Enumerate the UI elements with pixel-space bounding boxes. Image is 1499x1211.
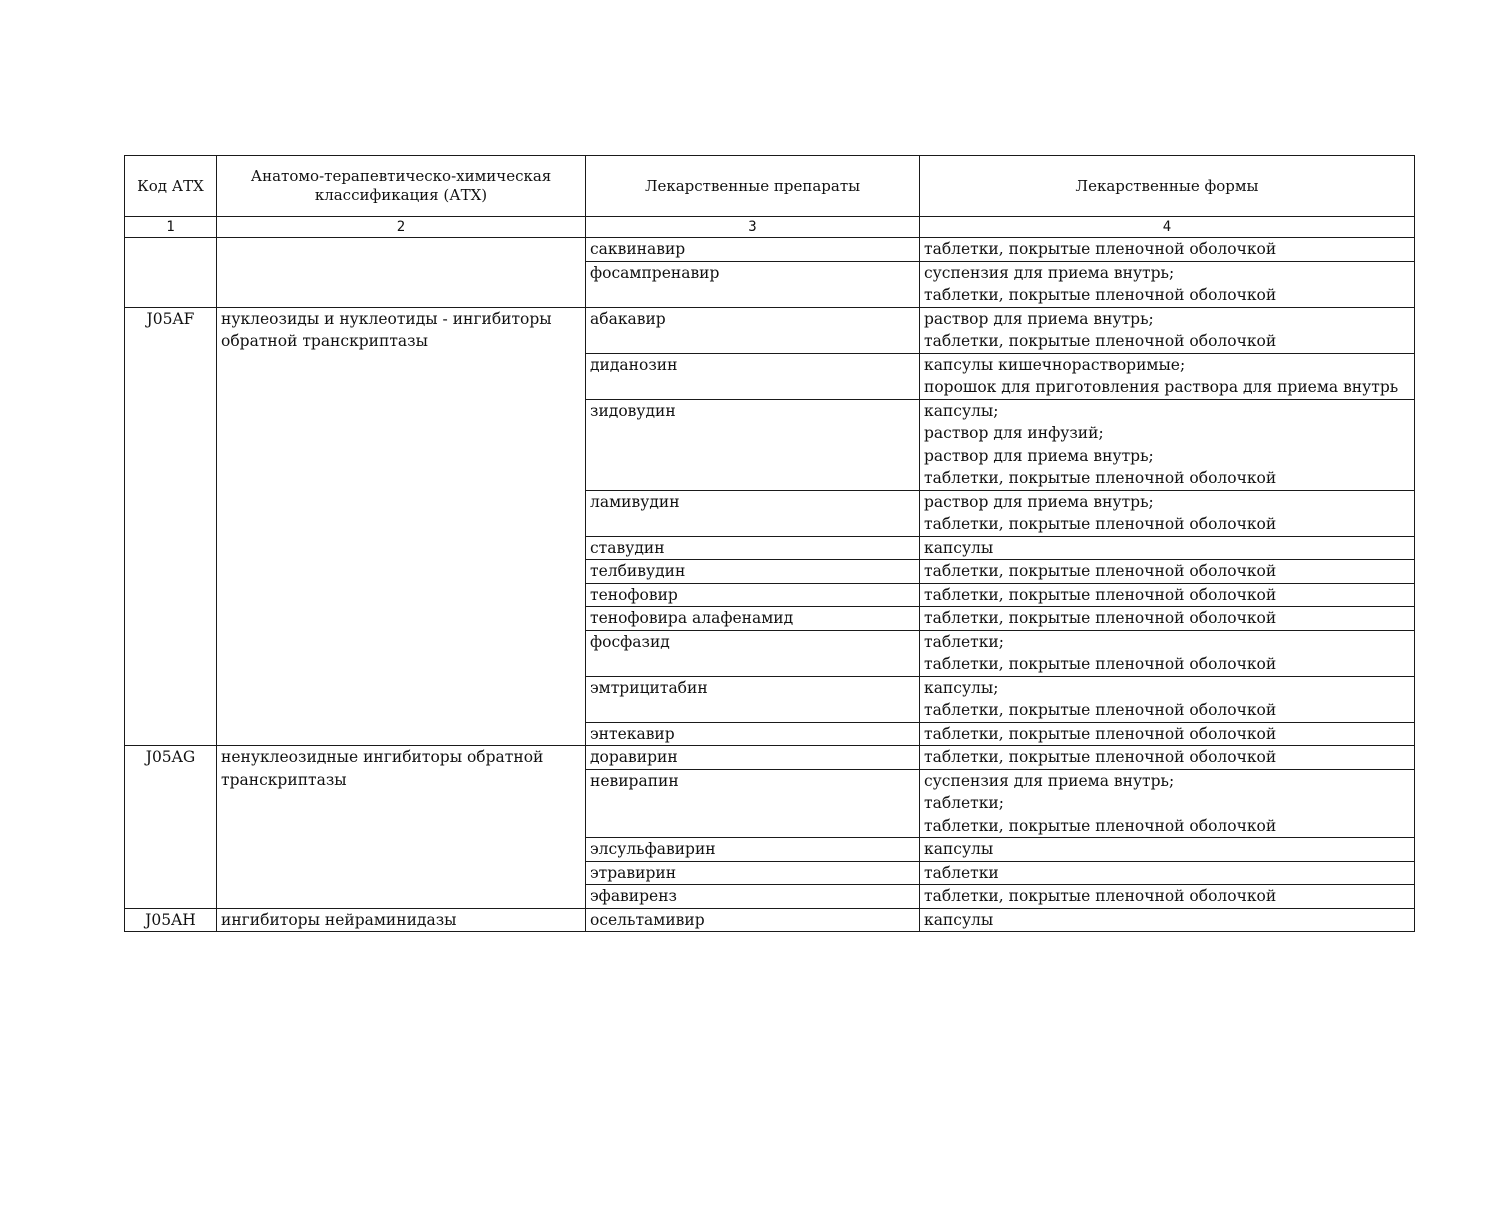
dosage-form-line: таблетки, покрытые пленочной оболочкой xyxy=(924,562,1277,580)
drug-name-cell: элсульфавирин xyxy=(586,838,920,862)
atc-drug-table xyxy=(124,155,1415,932)
header-atc-code: Код АТХ xyxy=(125,156,217,217)
table-row xyxy=(125,746,1415,770)
dosage-form-line: таблетки, покрытые пленочной оболочкой xyxy=(924,816,1277,835)
dosage-forms-cell xyxy=(920,630,1415,676)
table-row xyxy=(125,238,1415,262)
dosage-form-line: капсулы xyxy=(924,538,994,557)
drug-name-cell: телбивудин xyxy=(586,560,920,584)
dosage-forms-cell xyxy=(920,676,1415,722)
drug-name-cell: невирапин xyxy=(586,769,920,838)
dosage-form-line: суспензия для приема внутрь; xyxy=(924,263,1175,282)
dosage-form-line: таблетки, покрытые пленочной оболочкой xyxy=(924,515,1277,533)
dosage-forms-cell xyxy=(920,353,1415,399)
dosage-forms-cell xyxy=(920,885,1415,909)
header-atc-classification: Анатомо-терапевтическо-химическая классификация (АТХ) xyxy=(217,156,586,217)
dosage-form-line: таблетки xyxy=(924,863,999,882)
dosage-form-line: капсулы кишечнорастворимые; xyxy=(924,355,1186,374)
column-number-row xyxy=(125,217,1415,238)
dosage-forms-cell xyxy=(920,238,1415,262)
dosage-forms-cell xyxy=(920,769,1415,838)
dosage-form-line: порошок для приготовления раствора для приема внутрь xyxy=(924,378,1399,396)
atc-classification-cell xyxy=(217,238,586,308)
dosage-forms-cell xyxy=(920,399,1415,490)
dosage-form-line: таблетки, покрытые пленочной оболочкой xyxy=(924,585,1277,604)
atc-code-cell: J05AH xyxy=(125,908,217,932)
dosage-form-line: капсулы xyxy=(924,910,994,929)
header-dosage-forms: Лекарственные формы xyxy=(920,156,1415,217)
drug-name-cell: ставудин xyxy=(586,536,920,560)
drug-name-cell: саквинавир xyxy=(586,238,920,262)
dosage-forms-cell xyxy=(920,536,1415,560)
dosage-forms-cell xyxy=(920,490,1415,536)
dosage-forms-cell xyxy=(920,908,1415,932)
drug-name-cell: ламивудин xyxy=(586,490,920,536)
atc-classification-cell: нуклеозиды и нуклеотиды - ингибиторы обратной транскриптазы xyxy=(217,307,586,746)
drug-name-cell: тенофовир xyxy=(586,583,920,607)
dosage-form-line: таблетки, покрытые пленочной оболочкой xyxy=(924,240,1277,258)
dosage-forms-cell xyxy=(920,307,1415,353)
column-number: 2 xyxy=(217,217,586,238)
dosage-forms-cell xyxy=(920,861,1415,885)
column-number: 3 xyxy=(586,217,920,238)
atc-code-cell xyxy=(125,238,217,308)
dosage-form-line: суспензия для приема внутрь; xyxy=(924,771,1175,790)
drug-name-cell: доравирин xyxy=(586,746,920,770)
dosage-form-line: раствор для приема внутрь; xyxy=(924,492,1154,511)
dosage-form-line: таблетки, покрытые пленочной оболочкой xyxy=(924,469,1277,487)
drug-name-cell: фосфазид xyxy=(586,630,920,676)
dosage-form-line: таблетки, покрытые пленочной оболочкой xyxy=(924,701,1277,719)
dosage-form-line: таблетки, покрытые пленочной оболочкой xyxy=(924,887,1277,905)
table-row xyxy=(125,307,1415,353)
dosage-forms-cell xyxy=(920,607,1415,631)
drug-name-cell: эфавиренз xyxy=(586,885,920,909)
drug-name-cell: этравирин xyxy=(586,861,920,885)
dosage-form-line: раствор для приема внутрь; xyxy=(924,309,1154,328)
dosage-form-line: таблетки, покрытые пленочной оболочкой xyxy=(924,655,1277,673)
drug-name-cell: эмтрицитабин xyxy=(586,676,920,722)
drug-name-cell: энтекавир xyxy=(586,722,920,746)
dosage-form-line: раствор для приема внутрь; xyxy=(924,446,1154,465)
column-number: 4 xyxy=(920,217,1415,238)
dosage-forms-cell xyxy=(920,746,1415,770)
drug-name-cell: осельтамивир xyxy=(586,908,920,932)
dosage-forms-cell xyxy=(920,838,1415,862)
header-drugs: Лекарственные препараты xyxy=(586,156,920,217)
column-number: 1 xyxy=(125,217,217,238)
dosage-form-line: раствор для инфузий; xyxy=(924,424,1104,442)
dosage-form-line: таблетки, покрытые пленочной оболочкой xyxy=(924,286,1277,304)
dosage-form-line: таблетки, покрытые пленочной оболочкой xyxy=(924,748,1277,766)
drug-name-cell: зидовудин xyxy=(586,399,920,490)
dosage-form-line: таблетки; xyxy=(924,632,1004,651)
drug-name-cell: абакавир xyxy=(586,307,920,353)
header-row xyxy=(125,156,1415,217)
dosage-form-line: таблетки, покрытые пленочной оболочкой xyxy=(924,724,1277,743)
dosage-form-line: таблетки; xyxy=(924,794,1004,812)
dosage-form-line: капсулы; xyxy=(924,678,999,697)
dosage-form-line: таблетки, покрытые пленочной оболочкой xyxy=(924,609,1277,627)
atc-classification-cell: ингибиторы нейраминидазы xyxy=(217,908,586,932)
dosage-forms-cell xyxy=(920,722,1415,746)
dosage-forms-cell xyxy=(920,560,1415,584)
atc-code-cell: J05AF xyxy=(125,307,217,746)
dosage-forms-cell xyxy=(920,583,1415,607)
drug-name-cell: тенофовира алафенамид xyxy=(586,607,920,631)
drug-name-cell: диданозин xyxy=(586,353,920,399)
atc-code-cell: J05AG xyxy=(125,746,217,909)
dosage-forms-cell xyxy=(920,261,1415,307)
dosage-form-line: таблетки, покрытые пленочной оболочкой xyxy=(924,332,1277,350)
atc-classification-cell: ненуклеозидные ингибиторы обратной транскриптазы xyxy=(217,746,586,909)
dosage-form-line: капсулы xyxy=(924,840,994,858)
dosage-form-line: капсулы; xyxy=(924,401,999,420)
table-row xyxy=(125,908,1415,932)
drug-name-cell: фосампренавир xyxy=(586,261,920,307)
